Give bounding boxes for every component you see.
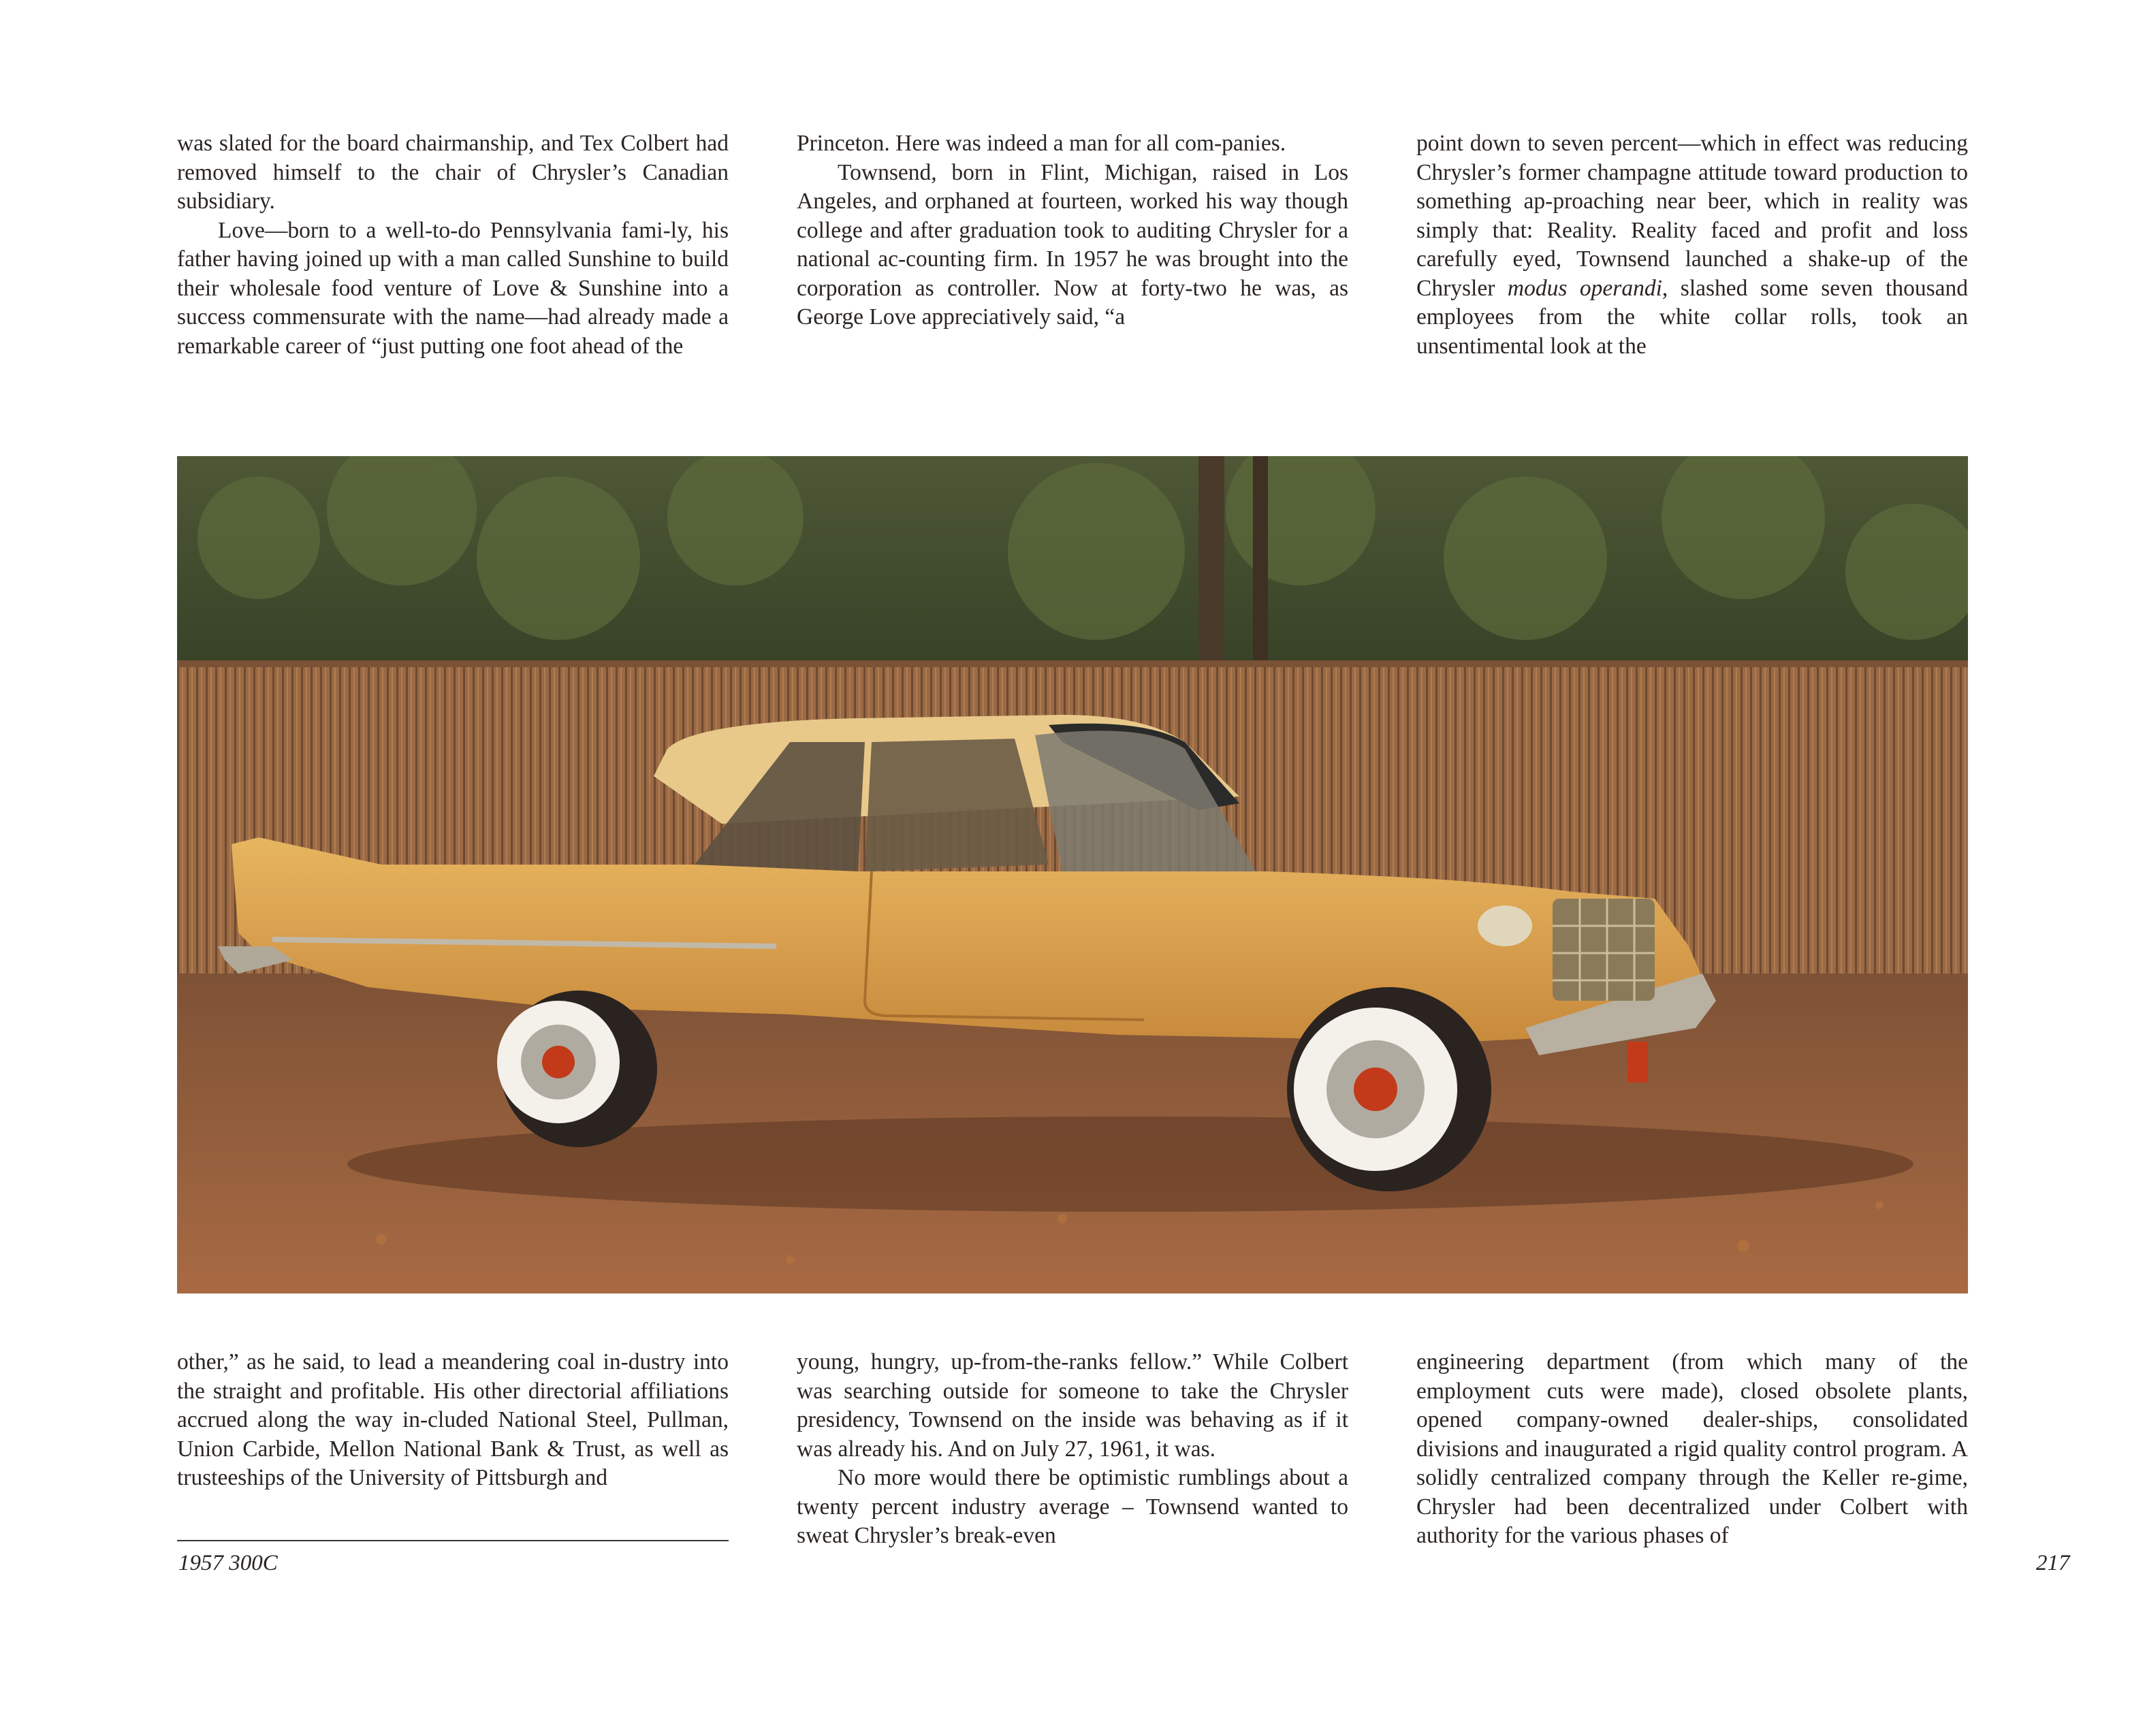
paragraph: Princeton. Here was indeed a man for all com-panies. — [797, 131, 1286, 156]
paragraph: other,” as he said, to lead a meandering coal in-dustry into the straight and profitable. His other directorial affiliations accrued along the way in-cluded National Steel, Pullman, Union Carbide, Mellon National Bank & Trust, as well as trusteeships of the University of Pittsburgh and — [177, 1349, 729, 1490]
italic-phrase: modus operandi — [1507, 275, 1662, 301]
text-column-bottom-1 — [177, 1348, 729, 1493]
paragraph: young, hungry, up-from-the-ranks fellow.” While Colbert was searching outside for someone to take the Chrysler presidency, Townsend on the inside was behaving as if it was already his. And on July 27, 1961, it was. — [797, 1349, 1348, 1462]
text-run: , slashed some seven thousand employees from the white collar rolls, took an unsentimental look at the — [1416, 275, 1968, 359]
page-number: 217 — [2036, 1551, 2070, 1575]
text-column-bottom-3 — [1416, 1348, 1968, 1551]
paragraph: was slated for the board chairmanship, and Tex Colbert had removed himself to the chair of Chrysler’s Canadian subsidiary. — [177, 131, 729, 214]
car-photo — [177, 456, 1968, 1293]
paragraph: engineering department (from which many of the employment cuts were made), closed obsolete plants, opened company-owned dealer-ships, consolidated divisions and inaugurated a rigid quality control program. A solidly centralized company through the Keller re-gime, Chrysler had been decentralized under Colbert with authority for the various phases of — [1416, 1349, 1968, 1548]
text-run: point down to seven percent—which in effect was reducing Chrysler’s former champagne attitude toward production to something ap-proaching near beer, which in reality was simply that: Reality. Reality faced and profit and loss carefully eyed, Townsend launched a shake-up of the Chrysler — [1416, 131, 1968, 301]
paragraph — [1416, 129, 1968, 361]
photo-caption: 1957 300C — [178, 1551, 278, 1575]
text-column-top-1 — [177, 129, 729, 361]
caption-divider — [177, 1540, 729, 1541]
text-column-top-3 — [1416, 129, 1968, 361]
paragraph: No more would there be optimistic rumblings about a twenty percent industry average – Townsend wanted to sweat Chrysler’s break-even — [797, 1465, 1348, 1548]
text-column-bottom-2 — [797, 1348, 1348, 1551]
text-column-top-2 — [797, 129, 1348, 332]
paragraph: Love—born to a well-to-do Pennsylvania fami-ly, his father having joined up with a man called Sunshine to build their wholesale food venture of Love & Sunshine into a success commensurate with the name—had already made a remarkable career of “just putting one foot ahead of the — [177, 217, 729, 359]
paragraph: Townsend, born in Flint, Michigan, raised in Los Angeles, and orphaned at fourteen, worked his way though college and after graduation took to auditing Chrysler for a national ac-counting firm. In 1957 he was brought into the corporation as controller. Now at forty-two he was, as George Love appreciatively said, “a — [797, 159, 1348, 329]
